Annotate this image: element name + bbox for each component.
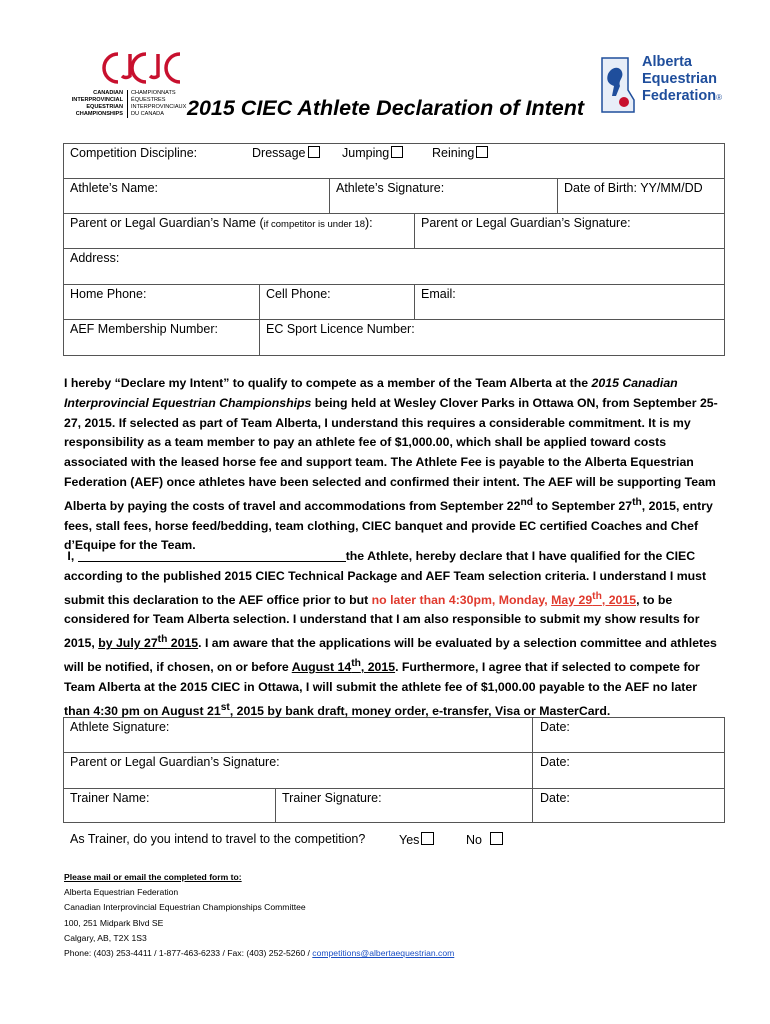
trainer-name-field[interactable]: Trainer Name: xyxy=(70,791,150,805)
yes-label: Yes xyxy=(399,833,420,847)
guardian-name-end: ): xyxy=(365,216,373,230)
ciec-en-line: CANADIAN xyxy=(93,90,123,96)
text-run: I, xyxy=(67,549,75,563)
mailing-heading: Please mail or email the completed form to: xyxy=(64,872,242,882)
ciec-fr-line: ÉQUESTRES xyxy=(131,97,166,103)
notification-date xyxy=(292,660,395,674)
address-line: Calgary, AB, T2X 1S3 xyxy=(64,932,147,943)
championship-name: 2015 Canadian Interprovincial Equestrian Championships xyxy=(64,376,678,410)
text-run: , 2015 xyxy=(601,592,637,607)
ciec-logo-icon xyxy=(96,46,192,90)
trainer-signature-field[interactable]: Trainer Signature: xyxy=(282,791,382,805)
ciec-logo-french xyxy=(127,90,191,118)
text-run: being held at Wesley Clover Parks in Ottawa ON, from September 25-27, 2015. If selected as part of Team Alberta, I understand this requires a considerable commitment. It is my responsibility as a team member to pay an athlete fee of $1,000.00, which shall be applied toward costs associated with the leased horse fee and support team. The Athlete Fee is payable to the Alberta Equestrian Federation (AEF) once athletes have been selected and confirmed their intent. The AEF will be supporting Team Alberta by paying the costs of travel and accommodations from September 22 xyxy=(64,395,718,513)
jumping-label: Jumping xyxy=(342,146,390,160)
superscript: th xyxy=(351,658,361,670)
trainer-date-field[interactable]: Date: xyxy=(540,791,570,805)
athlete-name-blank[interactable] xyxy=(78,549,346,562)
text-run: , to be considered for Team Alberta selection. I understand that I am also responsible to submit my show results for 2015, xyxy=(64,592,700,651)
email-field[interactable]: Email: xyxy=(421,287,456,301)
ciec-en-line: CHAMPIONSHIPS xyxy=(75,111,123,117)
address-line: Alberta Equestrian Federation xyxy=(64,887,179,898)
superscript: nd xyxy=(520,496,533,508)
guardian-date-field[interactable]: Date: xyxy=(540,755,570,769)
text-run: May 29 xyxy=(551,592,593,607)
contact-line xyxy=(64,946,454,961)
registered-mark: ® xyxy=(716,93,723,102)
aef-logo-line: Alberta xyxy=(642,54,692,70)
no-checkbox[interactable] xyxy=(490,832,503,845)
reining-checkbox[interactable] xyxy=(476,146,488,158)
text-run: , 2015 by bank draft, money order, e-transfer, Visa or MasterCard. xyxy=(229,703,611,718)
superscript: th xyxy=(632,496,642,508)
travel-question: As Trainer, do you intend to travel to the competition? xyxy=(70,832,366,846)
ciec-fr-line: CHAMPIONNATS xyxy=(131,90,176,96)
date-of-birth-field[interactable]: Date of Birth: YY/MM/DD xyxy=(564,181,703,195)
text-run: I hereby “Declare my Intent” to qualify to compete as a member of the Team Alberta at the xyxy=(64,376,592,390)
ciec-logo xyxy=(70,46,190,124)
deadline-text: no later than 4:30pm, Monday, xyxy=(371,592,552,607)
ec-sport-licence-field[interactable]: EC Sport Licence Number: xyxy=(266,322,415,336)
athlete-date-field[interactable]: Date: xyxy=(540,720,570,734)
aef-logo-line: Federation xyxy=(642,88,717,104)
dressage-checkbox[interactable] xyxy=(308,146,320,158)
yes-checkbox[interactable] xyxy=(421,832,434,845)
address-line: 100, 251 Midpark Blvd SE xyxy=(64,917,164,928)
no-label: No xyxy=(466,833,482,847)
superscript: th xyxy=(592,590,602,602)
superscript: st xyxy=(220,701,230,713)
aef-logo-line: Equestrian xyxy=(642,71,717,87)
jumping-checkbox[interactable] xyxy=(391,146,403,158)
text-run: by July 27 xyxy=(98,636,158,651)
ciec-fr-line: DU CANADA xyxy=(131,111,164,117)
jumping-option[interactable] xyxy=(342,146,403,160)
athlete-name-field[interactable]: Athlete’s Name: xyxy=(70,181,159,195)
mailing-instructions xyxy=(64,870,454,961)
travel-no-option[interactable] xyxy=(466,832,503,847)
athlete-signature-field[interactable]: Athlete’s Signature: xyxy=(336,181,445,195)
text-run: , 2015, entry fees, stall fees, horse feed/bedding, team clothing, CIEC banquet and provide EC certified Coaches and Chef d’Equipe for the Team. xyxy=(64,498,713,553)
dressage-label: Dressage xyxy=(252,146,306,160)
aef-membership-field[interactable]: AEF Membership Number: xyxy=(70,322,218,336)
ciec-en-line: EQUESTRIAN xyxy=(86,104,123,110)
aef-logo-text xyxy=(642,54,722,106)
phone-text: Phone: (403) 253-4411 / 1-877-463-6233 / Fax: (403) 252-5260 / xyxy=(64,948,313,959)
reining-label: Reining xyxy=(432,146,475,160)
text-run: to September 27 xyxy=(533,498,633,513)
text-run: . Furthermore, I agree that if selected to compete for Team Alberta at the 2015 CIEC in Ottawa, I will submit the athlete fee of $1,000.00 payable to the AEF no later than 4:30 pm on August 21 xyxy=(64,660,700,718)
ciec-en-line: INTERPROVINCIAL xyxy=(71,97,123,103)
text-run: , 2015 xyxy=(360,660,396,675)
travel-yes-option[interactable] xyxy=(399,832,434,847)
results-date xyxy=(98,636,198,650)
athlete-signature-bottom-field[interactable]: Athlete Signature: xyxy=(70,720,170,734)
superscript: th xyxy=(157,634,168,646)
text-run: August 14 xyxy=(291,660,352,675)
home-phone-field[interactable]: Home Phone: xyxy=(70,287,147,301)
address-field[interactable]: Address: xyxy=(70,251,120,265)
deadline-date xyxy=(551,590,637,607)
email-link[interactable]: competitions@albertaequestrian.com xyxy=(312,948,455,959)
discipline-label: Competition Discipline: xyxy=(70,146,198,160)
guardian-name-note: if competitor is under 18 xyxy=(263,219,366,230)
alberta-map-icon xyxy=(598,56,638,114)
dressage-option[interactable] xyxy=(252,146,320,160)
ciec-logo-english xyxy=(70,90,123,118)
text-run: 2015 xyxy=(167,636,199,651)
qualification-paragraph xyxy=(64,547,724,722)
address-line: Canadian Interprovincial Equestrian Championships Committee xyxy=(64,902,306,913)
declaration-paragraph xyxy=(64,374,724,556)
ciec-fr-line: INTERPROVINCIAUX xyxy=(131,104,187,110)
aef-logo xyxy=(598,54,723,118)
guardian-name-field[interactable] xyxy=(70,216,373,230)
guardian-signature-bottom-field[interactable]: Parent or Legal Guardian’s Signature: xyxy=(70,755,280,769)
text-run: the Athlete, hereby declare that I have qualified for the CIEC according to the published 2015 CIEC Technical Package and AEF Team selection criteria. I understand I must submit this declaration to the AEF office prior to but xyxy=(64,549,707,607)
cell-phone-field[interactable]: Cell Phone: xyxy=(266,287,331,301)
guardian-signature-field[interactable]: Parent or Legal Guardian’s Signature: xyxy=(421,216,631,230)
reining-option[interactable] xyxy=(432,146,488,160)
guardian-name-label: Parent or Legal Guardian’s Name ( xyxy=(70,216,264,230)
page-title: 2015 CIEC Athlete Declaration of Intent xyxy=(187,96,585,120)
text-run: . I am aware that the applications will be evaluated by a selection committee and athletes will be notified, if chosen, on or before xyxy=(64,636,717,675)
